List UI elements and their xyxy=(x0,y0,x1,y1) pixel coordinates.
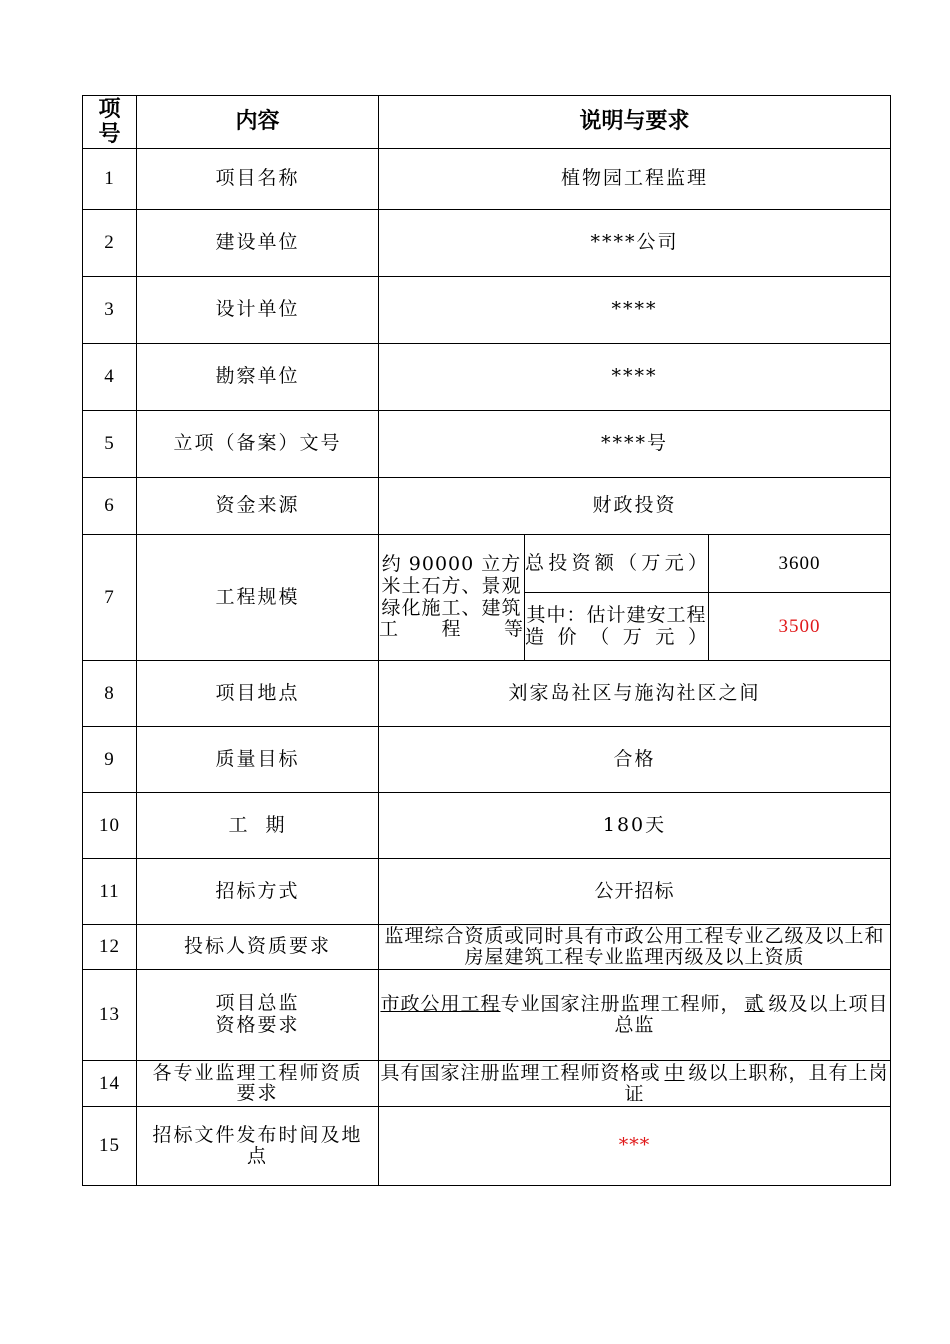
row-description: 刘家岛社区与施沟社区之间 xyxy=(379,661,891,727)
row-number: 6 xyxy=(83,478,137,535)
row-number: 10 xyxy=(83,793,137,859)
row-number: 14 xyxy=(83,1061,137,1107)
row-content: 项目名称 xyxy=(137,149,379,210)
row-description: *** xyxy=(379,1107,891,1186)
table-row xyxy=(83,970,891,1061)
row-content-line: 资格要求 xyxy=(215,1014,300,1036)
row-description: **** xyxy=(379,344,891,411)
field-text: 级以上职称，且有上岗证 xyxy=(624,1061,889,1105)
row-content-line: 项目总监 xyxy=(215,992,300,1015)
field-text: 具有国家注册监理工程师资格或 xyxy=(380,1061,661,1084)
table-row xyxy=(83,925,891,970)
scale-description: 约 90000 立方米土石方、景观绿化施工、建筑工程等 xyxy=(379,535,525,661)
row-description xyxy=(379,970,891,1061)
row-number: 4 xyxy=(83,344,137,411)
table-row xyxy=(83,727,891,793)
field-text: 市政公用工程 xyxy=(380,993,501,1016)
row-number: 8 xyxy=(83,661,137,727)
row-content: 设计单位 xyxy=(137,277,379,344)
field-text: 级及以上项目总监 xyxy=(614,993,889,1036)
fill-in-blank: 贰 xyxy=(744,993,765,1016)
row-description: 财政投资 xyxy=(379,478,891,535)
construction-cost-label: 其中：估计建安工程造价（万元） xyxy=(525,593,709,661)
table-row xyxy=(83,661,891,727)
row-number: 13 xyxy=(83,970,137,1061)
row-description: **** xyxy=(379,277,891,344)
row-description: 180天 xyxy=(379,793,891,859)
table-row xyxy=(83,277,891,344)
row-content: 招标文件发布时间及地点 xyxy=(137,1107,379,1186)
construction-cost-value: 3500 xyxy=(709,593,891,661)
fill-in-blank: 中 xyxy=(664,1061,685,1084)
row-description xyxy=(379,1061,891,1107)
table-row xyxy=(83,859,891,925)
field-text: 专业国家注册监理工程师， xyxy=(500,993,741,1016)
row-description: ****号 xyxy=(379,411,891,478)
row-content: 投标人资质要求 xyxy=(137,925,379,970)
row-content: 资金来源 xyxy=(137,478,379,535)
row-description: 监理综合资质或同时具有市政公用工程专业乙级及以上和房屋建筑工程专业监理丙级及以上资质 xyxy=(379,925,891,970)
row-content: 招标方式 xyxy=(137,859,379,925)
row-number: 7 xyxy=(83,535,137,661)
row-content xyxy=(137,970,379,1061)
row-description: 合格 xyxy=(379,727,891,793)
row-content: 质量目标 xyxy=(137,727,379,793)
table-row xyxy=(83,1107,891,1186)
row-number: 1 xyxy=(83,149,137,210)
row-content: 工 期 xyxy=(137,793,379,859)
row-number: 5 xyxy=(83,411,137,478)
row-number: 12 xyxy=(83,925,137,970)
row-content: 工程规模 xyxy=(137,535,379,661)
table-row xyxy=(83,344,891,411)
row-content: 各专业监理工程师资质要求 xyxy=(137,1061,379,1107)
header-content: 内容 xyxy=(137,96,379,149)
table-row xyxy=(83,210,891,277)
table-header-row xyxy=(83,96,891,149)
table-row-scale xyxy=(83,535,891,593)
header-item-number: 项号 xyxy=(83,96,137,149)
row-number: 3 xyxy=(83,277,137,344)
row-number: 9 xyxy=(83,727,137,793)
table-row xyxy=(83,1061,891,1107)
table-row xyxy=(83,793,891,859)
tender-info-table xyxy=(82,95,891,1186)
table-row xyxy=(83,149,891,210)
row-content: 项目地点 xyxy=(137,661,379,727)
header-description: 说明与要求 xyxy=(379,96,891,149)
row-number: 15 xyxy=(83,1107,137,1186)
row-number: 2 xyxy=(83,210,137,277)
row-content: 立项（备案）文号 xyxy=(137,411,379,478)
row-content: 勘察单位 xyxy=(137,344,379,411)
total-investment-value: 3600 xyxy=(709,535,891,593)
row-content: 建设单位 xyxy=(137,210,379,277)
row-description: 公开招标 xyxy=(379,859,891,925)
table-row xyxy=(83,478,891,535)
row-description: 植物园工程监理 xyxy=(379,149,891,210)
row-number: 11 xyxy=(83,859,137,925)
total-investment-label: 总投资额（万元） xyxy=(525,535,709,593)
row-description: ****公司 xyxy=(379,210,891,277)
table-row xyxy=(83,411,891,478)
